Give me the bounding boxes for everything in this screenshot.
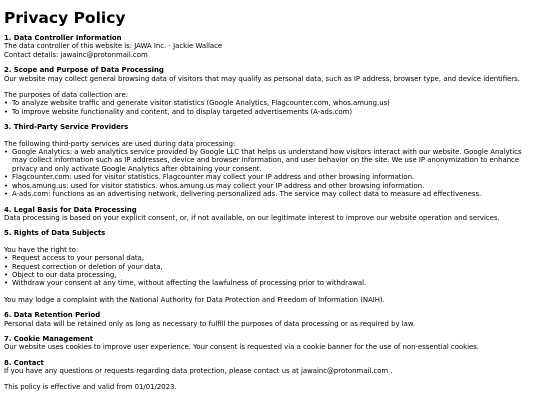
third-party-intro: The following third-party services are used during data processing: (4, 139, 236, 148)
list-item: • Request correction or deletion of your data, (12, 263, 536, 271)
section-heading: 6. Data Retention Period (4, 311, 101, 320)
section-heading: 8. Contact (4, 358, 44, 367)
list-item: • Flagcounter.com: used for visitor statistics. Flagcounter may collect your IP address and other browsing information. (12, 173, 536, 181)
cookie-paragraph: Our website uses cookies to improve user experience. Your consent is requested via a cookie banner for the use of non-essential cookies. (4, 343, 480, 352)
rights-intro: You have the right to: (4, 245, 79, 254)
section-rights (4, 229, 536, 304)
list-item: • To analyze website traffic and generate visitor statistics (Google Analytics, Flagcounter.com, whos.amung.us) (12, 99, 536, 107)
list-item: • Object to our data processing, (12, 271, 536, 279)
section-legal-basis (4, 206, 536, 223)
rights-list (4, 254, 536, 288)
section-heading: 1. Data Controller Information (4, 34, 122, 42)
effective-date-note: This policy is effective and valid from 01/01/2023. (4, 382, 177, 391)
scope-paragraph: Our website may collect general browsing data of visitors that may qualify as personal data, such as IP address, browser type, and device identifiers. (4, 74, 520, 83)
section-heading: 5. Rights of Data Subjects (4, 229, 106, 238)
page-title: Privacy Policy (4, 9, 126, 27)
controller-line: The data controller of this website is: JAWA Inc. - Jackie Wallace (4, 42, 223, 51)
third-party-list (4, 148, 536, 198)
list-item: • Request access to your personal data, (12, 254, 536, 262)
section-third-party (4, 123, 536, 198)
list-item: • Google Analytics: a web analytics service provided by Google LLC that helps us understand how visitors interact with our website. Google Analytics may collect information such as IP addresses, device and browser information, and user behavior on the site. We use IP anonymization to enhance privacy and only activate Google Analytics after obtaining your consent. (12, 148, 536, 173)
contact-line: Contact details: jawainc@protonmail.com (4, 50, 148, 59)
section-data-controller (4, 34, 536, 59)
list-item: • whos.amung.us: used for visitor statistics. whos.amung.us may collect your IP address and other browsing information. (12, 182, 536, 190)
section-heading: 2. Scope and Purpose of Data Processing (4, 66, 164, 75)
purposes-intro: The purposes of data collection are: (4, 91, 129, 100)
list-item: • To improve website functionality and content, and to display targeted advertisements (A-ads.com) (12, 108, 536, 116)
complaint-paragraph: You may lodge a complaint with the National Authority for Data Protection and Freedom of Information (NAIH). (4, 295, 385, 304)
legal-basis-paragraph: Data processing is based on your explicit consent, or, if not available, on our legitimate interest to improve our website operation and services. (4, 213, 500, 222)
section-heading: 3. Third-Party Service Providers (4, 123, 129, 132)
list-item: • Withdraw your consent at any time, without affecting the lawfulness of processing prior to withdrawal. (12, 279, 536, 287)
contact-paragraph: If you have any questions or requests regarding data protection, please contact us at jawainc@protonmail.com . (4, 367, 393, 376)
list-item: • A-ads.com: functions as an advertising network, delivering personalized ads. The service may collect data to measure ad effectiveness. (12, 190, 536, 198)
section-heading: 7. Cookie Management (4, 334, 94, 343)
section-cookies (4, 335, 536, 352)
section-retention (4, 311, 536, 328)
retention-paragraph: Personal data will be retained only as long as necessary to fulfill the purposes of data processing or as required by law. (4, 319, 416, 328)
purposes-list (4, 99, 536, 116)
section-contact (4, 359, 536, 376)
section-heading: 4. Legal Basis for Data Processing (4, 205, 137, 214)
section-scope-purpose (4, 66, 536, 116)
